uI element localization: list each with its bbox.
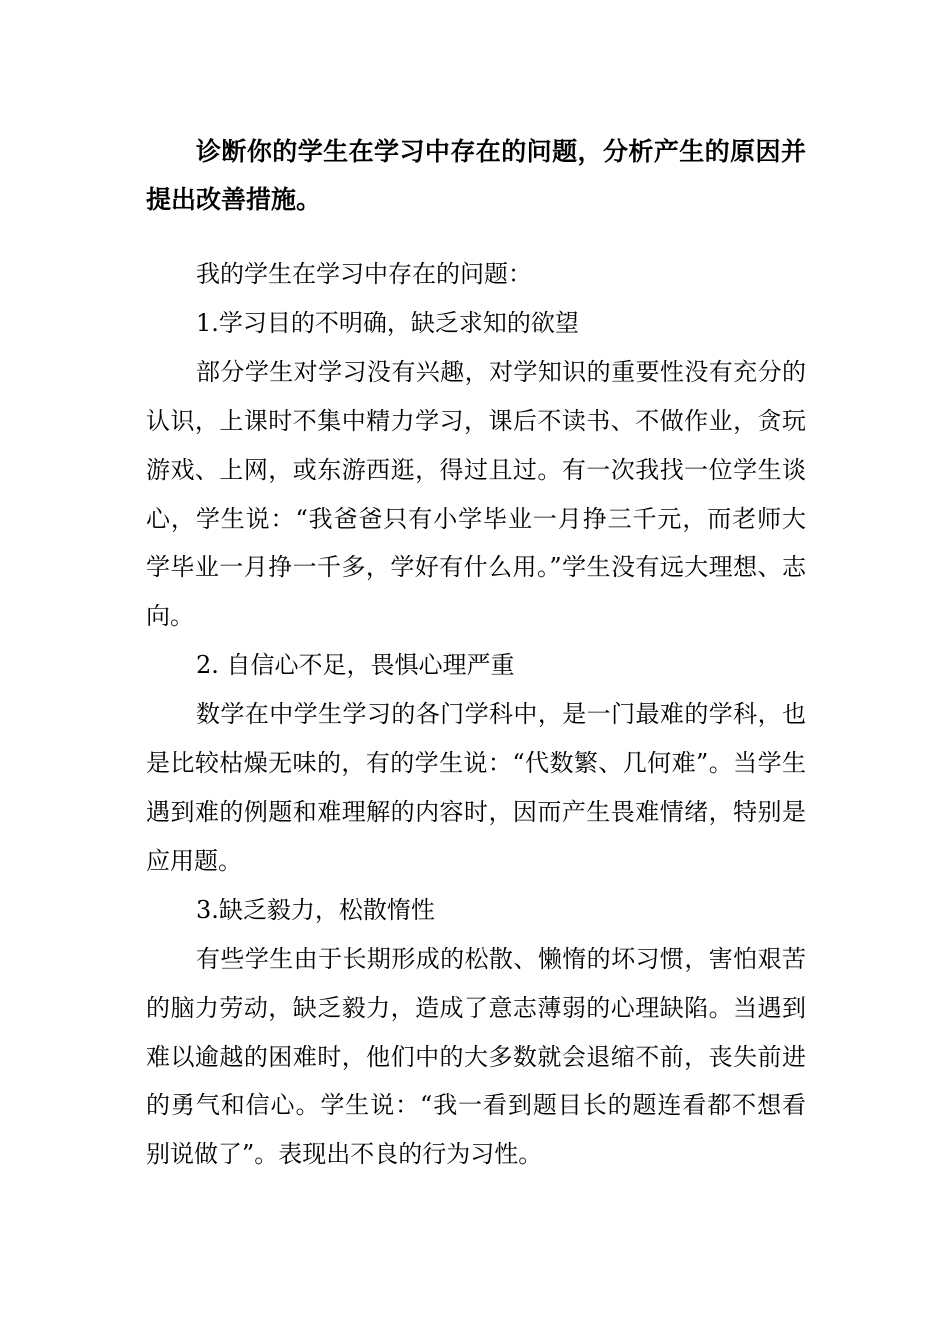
paragraph-intro: 我的学生在学习中存在的问题： — [196, 260, 532, 288]
document-title: 诊断你的学生在学习中存在的问题，分析产生的原因并提出改善措施。 — [146, 137, 806, 214]
document-body — [146, 250, 806, 1179]
heading-problem-2: 2. 自信心不足，畏惧心理严重 — [196, 651, 515, 680]
paragraph-problem-3: 有些学生由于长期形成的松散、懒惰的坏习惯，害怕艰苦的脑力劳动，缺乏毅力，造成了意志薄弱的心理缺陷。当遇到难以逾越的困难时，他们中的大多数就会退缩不前，丧失前进的勇气和信心。学生说：“我一看到题目长的题连看都不想看别说做了”。表现出不良的行为习性。 — [146, 944, 806, 1169]
paragraph-problem-1: 部分学生对学习没有兴趣，对学知识的重要性没有充分的认识，上课时不集中精力学习，课后不读书、不做作业，贪玩游戏、上网，或东游西逛，得过且过。有一次我找一位学生谈心，学生说：“我爸爸只有小学毕业一月挣三千元，而老师大学毕业一月挣一千多，学好有什么用。”学生没有远大理想、志向。 — [146, 357, 806, 631]
heading-problem-3: 3.缺乏毅力，松散惰性 — [196, 895, 435, 924]
heading-problem-1: 1.学习目的不明确，缺乏求知的欲望 — [196, 308, 579, 337]
paragraph-problem-2: 数学在中学生学习的各门学科中，是一门最难的学科，也是比较枯燥无味的，有的学生说：“代数繁、几何难”。当学生遇到难的例题和难理解的内容时，因而产生畏难情绪，特别是应用题。 — [146, 700, 806, 875]
